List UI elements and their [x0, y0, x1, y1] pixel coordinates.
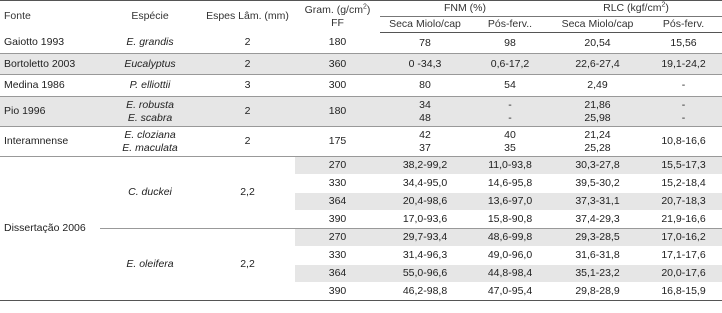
table-row: 364 55,0-96,6 44,8-98,4 35,1-23,2 20,0-17,6	[0, 265, 722, 283]
header-especie: Espécie	[100, 1, 200, 33]
header-rlc-pos: Pós-ferv.	[645, 17, 722, 33]
dissertacao-fonte: Dissertação 2006	[0, 157, 100, 301]
header-fnm-pos: Pós-ferv..	[470, 17, 550, 33]
header-fonte: Fonte	[0, 1, 100, 33]
header-espes: Espes Lâm. (mm)	[200, 1, 295, 33]
table-row: 330 34,4-95,0 14,6-95,8 39,5-30,2 15,2-18,4	[0, 175, 722, 193]
table-row: Gaiotto 1993 E. grandis 2 180 78 98 20,54 15,56	[0, 33, 722, 54]
table-row: E. oleifera 2,2 270 29,7-93,4 48,6-99,8 29,3-28,5 17,0-16,2	[0, 229, 722, 247]
table-row: Dissertação 2006 C. duckei 2,2 270 38,2-99,2 11,0-93,8 30,3-27,8 15,5-17,3	[0, 157, 722, 175]
table-row: Pio 1996 E. robusta E. scabra 2 180 34 48 - - 21,86 25,98 - -	[0, 97, 722, 127]
table-row: 390 46,2-98,8 47,0-95,4 29,8-28,9 16,8-15,9	[0, 283, 722, 301]
header-fnm-seca: Seca Miolo/cap	[380, 17, 470, 33]
table-row: 364 20,4-98,6 13,6-97,0 37,3-31,1 20,7-18,3	[0, 193, 722, 211]
table-row: 390 17,0-93,6 15,8-90,8 37,4-29,3 21,9-16,6	[0, 211, 722, 229]
table-row: Bortoletto 2003 Eucalyptus 2 360 0 -34,3 0,6-17,2 22,6-27,4 19,1-24,2	[0, 54, 722, 75]
header-gram: Gram. $(g/cm^2)$ FF	[295, 1, 380, 33]
header-rlc-seca: Seca Miolo/cap	[550, 17, 645, 33]
table-row: Medina 1986 P. elliottii 3 300 80 54 2,49 -	[0, 75, 722, 97]
header-rlc: RLC $(kgf/cm^2)$	[550, 1, 722, 17]
table-row: 330 31,4-96,3 49,0-96,0 31,6-31,8 17,1-17,6	[0, 247, 722, 265]
header-fnm: FNM (%)	[380, 1, 550, 17]
table-row: Interamnense E. cloziana E. maculata 2 175 42 37 40 35 21,24 25,28 10,8-16,6	[0, 127, 722, 157]
